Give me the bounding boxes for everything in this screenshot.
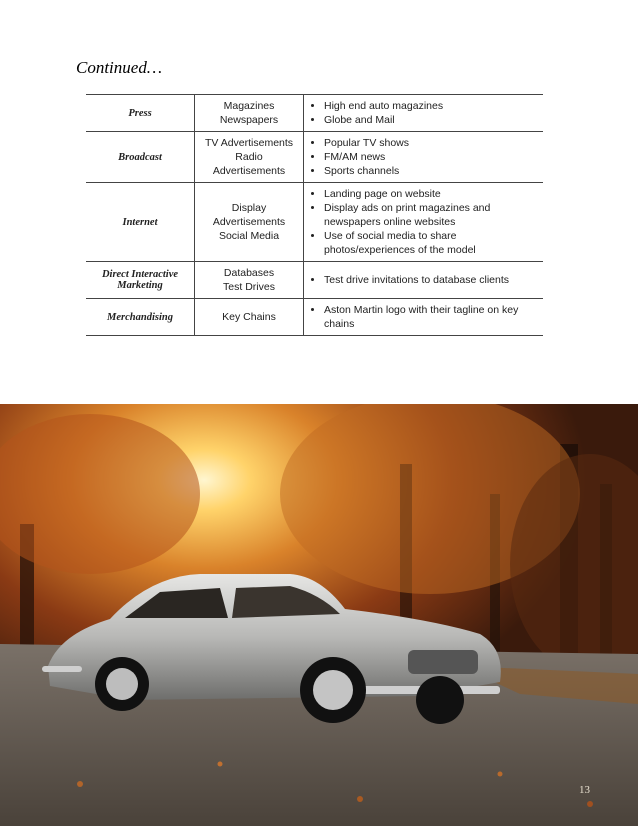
media-cell bbox=[195, 132, 304, 183]
media-item: Magazines bbox=[223, 100, 275, 112]
media-item: TV Advertisements bbox=[204, 137, 294, 149]
note-bullet: • Test drive invitations to database clients bbox=[324, 273, 539, 287]
note-bullet: • Landing page on website bbox=[324, 187, 539, 201]
note-bullet: • Globe and Mail bbox=[324, 113, 539, 127]
note-bullet: • Use of social media to share photos/experiences of the model bbox=[324, 229, 539, 257]
media-cell bbox=[195, 95, 304, 132]
table-row bbox=[86, 183, 543, 262]
notes-cell bbox=[304, 183, 544, 262]
media-item: Advertisements bbox=[212, 165, 286, 177]
media-item: Key Chains bbox=[222, 311, 276, 323]
media-cell bbox=[195, 299, 304, 336]
car-photo bbox=[0, 404, 638, 826]
note-bullet: • Sports channels bbox=[324, 164, 539, 178]
notes-cell bbox=[304, 132, 544, 183]
channel-category: Internet bbox=[86, 183, 195, 262]
note-bullet: • Display ads on print magazines and newspapers online websites bbox=[324, 201, 539, 229]
note-bullet: • FM/AM news bbox=[324, 150, 539, 164]
table-row bbox=[86, 132, 543, 183]
marketing-mix-table bbox=[86, 94, 543, 336]
channel-category: Broadcast bbox=[86, 132, 195, 183]
table-row bbox=[86, 299, 543, 336]
note-bullet: • Aston Martin logo with their tagline on key chains bbox=[324, 303, 539, 331]
media-item: Display bbox=[231, 202, 267, 214]
table-row bbox=[86, 262, 543, 299]
notes-cell bbox=[304, 262, 544, 299]
media-cell bbox=[195, 262, 304, 299]
channel-category: Merchandising bbox=[86, 299, 195, 336]
media-item: Social Media bbox=[218, 230, 280, 242]
media-item: Databases bbox=[223, 267, 275, 279]
media-item: Test Drives bbox=[223, 281, 275, 293]
media-item: Newspapers bbox=[219, 114, 279, 126]
media-item: Advertisements bbox=[212, 216, 286, 228]
notes-cell bbox=[304, 95, 544, 132]
channel-category: Direct Interactive Marketing bbox=[86, 262, 195, 299]
table-row bbox=[86, 95, 543, 132]
channel-category: Press bbox=[86, 95, 195, 132]
media-item: Radio bbox=[235, 151, 263, 163]
note-bullet: • Popular TV shows bbox=[324, 136, 539, 150]
page-number: 13 bbox=[579, 784, 590, 796]
section-heading: Continued… bbox=[76, 58, 162, 77]
media-cell bbox=[195, 183, 304, 262]
note-bullet: • High end auto magazines bbox=[324, 99, 539, 113]
notes-cell bbox=[304, 299, 544, 336]
